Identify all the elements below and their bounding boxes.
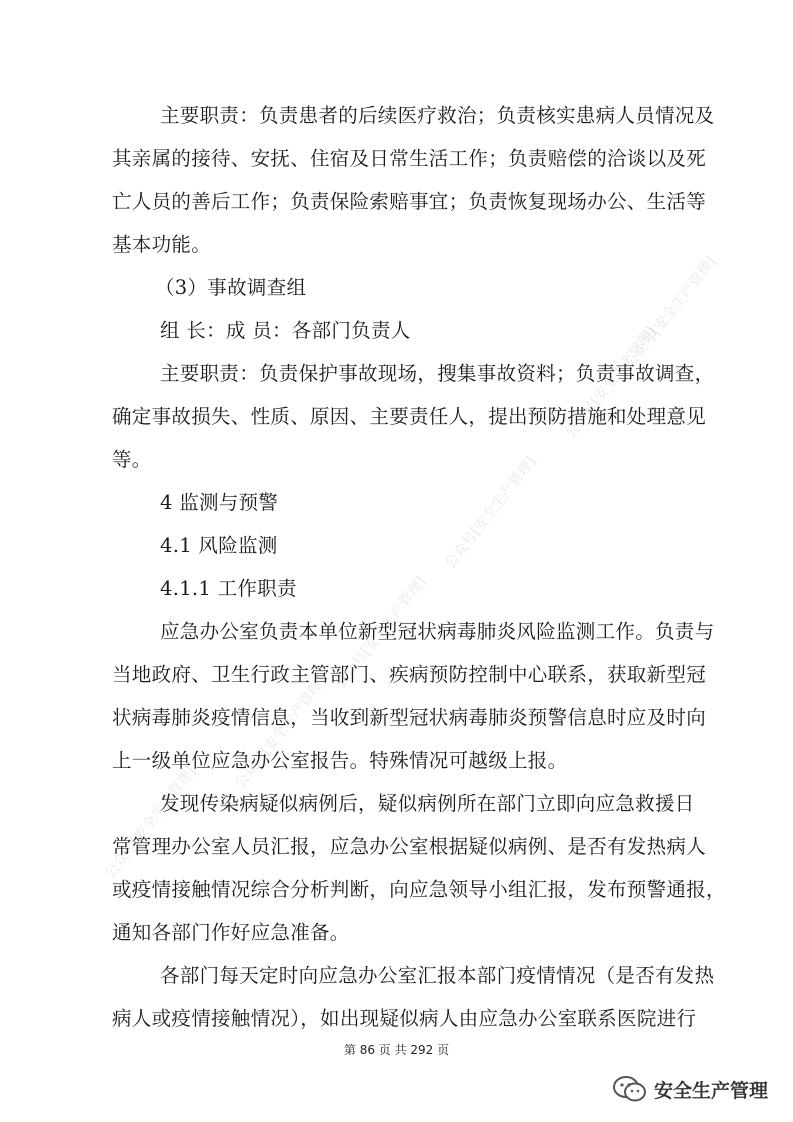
text-line: 状病毒肺炎疫情信息，当收到新型冠状病毒肺炎预警信息时应及时向 (112, 706, 707, 729)
text-line: 病人或疫情接触情况），如出现疑似病人由应急办公室联系医院进行 (112, 1007, 697, 1030)
page-number: 第 86 页 共 292 页 (343, 1043, 450, 1057)
text-line: 基本功能。 (112, 233, 212, 256)
brand-badge (612, 1074, 768, 1104)
section-heading: 4.1.1 工作职责 (160, 577, 297, 600)
text-line: 发现传染病疑似病例后，疑似病例所在部门立即向应急救援日 (160, 792, 695, 815)
watermark-text: 公众号[安全生产管理] (332, 573, 430, 692)
text-line: 亡人员的善后工作；负责保险索赔事宜；负责恢复现场办公、生活等 (112, 190, 707, 213)
text-line: 上一级单位应急办公室报告。特殊情况可越级上报。 (112, 749, 568, 772)
section-heading: （3）事故调查组 (155, 276, 307, 299)
watermark-text: 公众号[安全生产管理] (232, 673, 330, 792)
text-line: 确定事故损失、性质、原因、主要责任人，提出预防措施和处理意见 (112, 405, 707, 428)
text-line: 主要职责：负责患者的后续医疗救治；负责核实患病人员情况及 (160, 104, 715, 127)
brand-name: 安全生产管理 (654, 1079, 769, 1102)
section-heading: 4.1 风险监测 (160, 534, 278, 557)
text-line: 各部门每天定时向应急办公室汇报本部门疫情情况（是否有发热 (160, 964, 715, 987)
watermark-text: 公众号[安全生产管理] (442, 453, 540, 572)
text-line: 常管理办公室人员汇报，应急办公室根据疑似病例、是否有发热病人 (112, 835, 707, 858)
watermark-text: 公众号[安全生产管理] (622, 253, 720, 372)
text-line: 应急办公室负责本单位新型冠状病毒肺炎风险监测工作。负责与 (160, 620, 715, 643)
text-line: 通知各部门作好应急准备。 (112, 921, 350, 944)
text-line: 等。 (112, 448, 152, 471)
text-line: 或疫情接触情况综合分析判断，向应急领导小组汇报，发布预警通报， (112, 878, 726, 901)
text-line: 当地政府、卫生行政主管部门、疾病预防控制中心联系，获取新型冠 (112, 663, 707, 686)
watermark-text: 公众号[安全生产管理] (102, 763, 200, 882)
text-line: 其亲属的接待、安抚、住宿及日常生活工作；负责赔偿的洽谈以及死 (112, 147, 707, 170)
wechat-icon (612, 1074, 648, 1104)
section-heading: 4 监测与预警 (160, 491, 279, 514)
text-line: 主要职责：负责保护事故现场，搜集事故资料；负责事故调查， (160, 362, 715, 385)
watermark-text: 公众号[安全生产管理] (562, 323, 660, 442)
text-line: 组 长：成 员：各部门负责人 (160, 319, 411, 342)
